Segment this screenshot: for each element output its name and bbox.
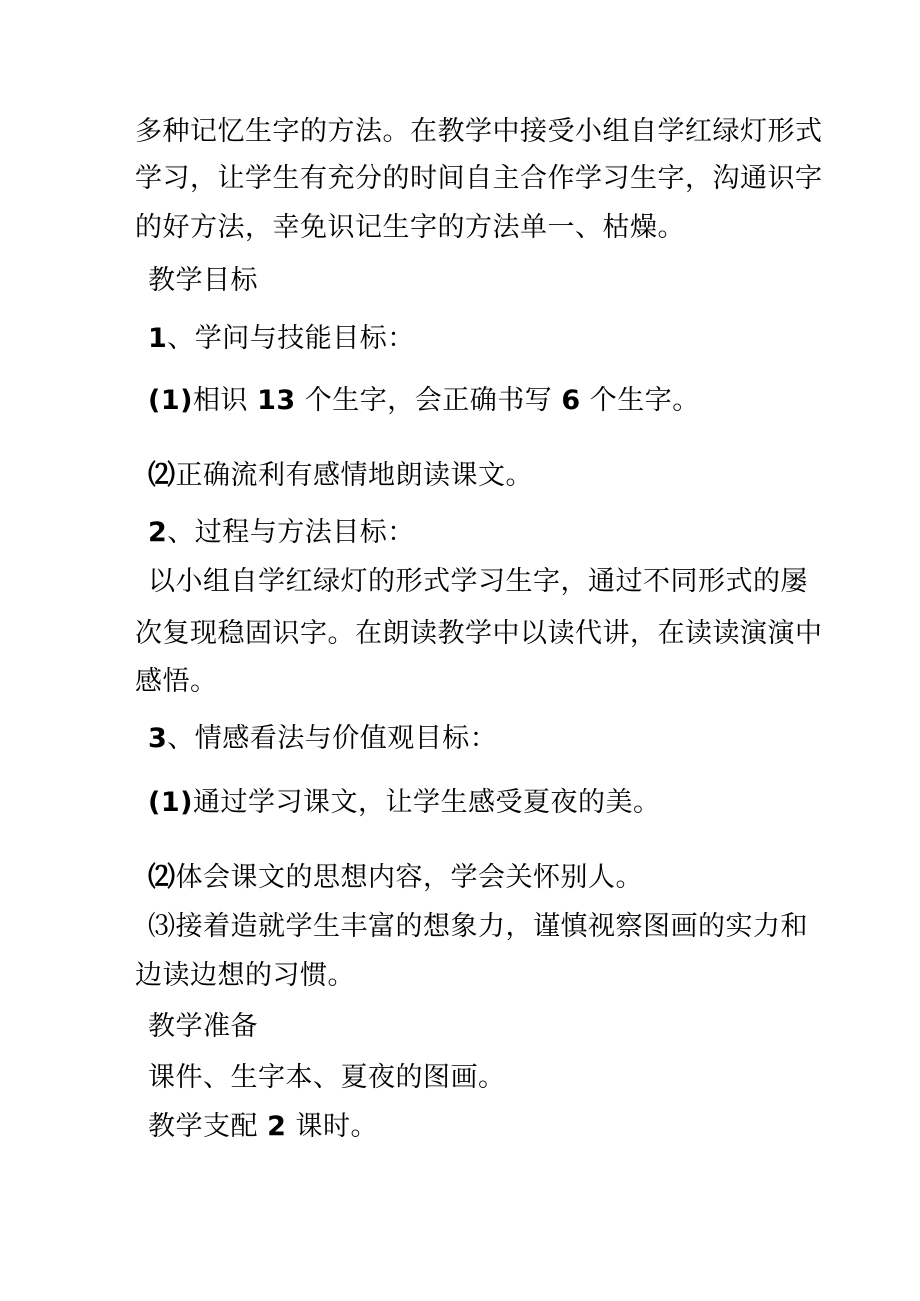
goal1-number: 1 (148, 323, 168, 354)
goal2-title: 、过程与方法目标： (167, 517, 415, 548)
schedule-count: 2 (267, 1111, 287, 1142)
goal2-heading (148, 516, 415, 550)
schedule-line (148, 1110, 378, 1144)
goal3-item3-line-1: ⑶接着造就学生丰富的想象力，谨慎视察图画的实力和 (148, 911, 808, 942)
goal3-item1 (148, 786, 660, 820)
intro-line-2: 学习，让学生有充分的时间自主合作学习生字，沟通识字 (135, 163, 823, 194)
goal2-body-line-3: 感悟。 (135, 666, 218, 697)
intro-line-1: 多种记忆生字的方法。在教学中接受小组自学红绿灯形式 (135, 116, 823, 147)
goal1-heading (148, 322, 415, 356)
goal3-item3-line-2: 边读边想的习惯。 (135, 960, 355, 991)
prep-heading: 教学准备 (148, 1011, 258, 1042)
goal1-item1-text-b: 个生字，会正确书写 (304, 385, 553, 416)
prep-text: 课件、生字本、夏夜的图画。 (148, 1062, 506, 1093)
goal1-item1-count-b: 6 (561, 385, 581, 416)
goal3-item2-text: 体会课文的思想内容，学会关怀别人。 (175, 862, 643, 893)
goal1-item1-text-c: 个生字。 (589, 385, 700, 416)
goal2-body-line-2: 次复现稳固识字。在朗读教学中以读代讲，在读读演演中 (135, 618, 823, 649)
goal3-number: 3 (148, 723, 168, 754)
goal3-item2-number: ⑵ (148, 862, 176, 893)
intro-line-3: 的好方法，幸免识记生字的方法单一、枯燥。 (135, 212, 685, 243)
goal3-item1-text: 通过学习课文，让学生感受夏夜的美。 (192, 787, 661, 818)
goal1-item2-number: ⑵ (148, 460, 176, 491)
goal1-item1-count-a: 13 (257, 385, 296, 416)
goal3-item2 (148, 861, 643, 895)
goal1-item2 (148, 459, 533, 493)
goal1-title: 、学问与技能目标： (167, 323, 415, 354)
goal3-heading (148, 722, 497, 756)
schedule-text-a: 教学支配 (148, 1111, 258, 1142)
goal3-title: 、情感看法与价值观目标： (167, 723, 498, 754)
goal1-item2-text: 正确流利有感情地朗读课文。 (175, 460, 533, 491)
goals-heading: 教学目标 (148, 265, 258, 296)
goal1-item1-text-a: 相识 (192, 385, 248, 416)
goal3-item1-number: (1) (148, 787, 193, 818)
schedule-text-b: 课时。 (295, 1111, 378, 1142)
goal2-number: 2 (148, 517, 168, 548)
goal1-item1-number: (1) (148, 385, 193, 416)
goal1-item1 (148, 384, 700, 418)
goal2-body-line-1: 以小组自学红绿灯的形式学习生字，通过不同形式的屡 (148, 566, 808, 597)
